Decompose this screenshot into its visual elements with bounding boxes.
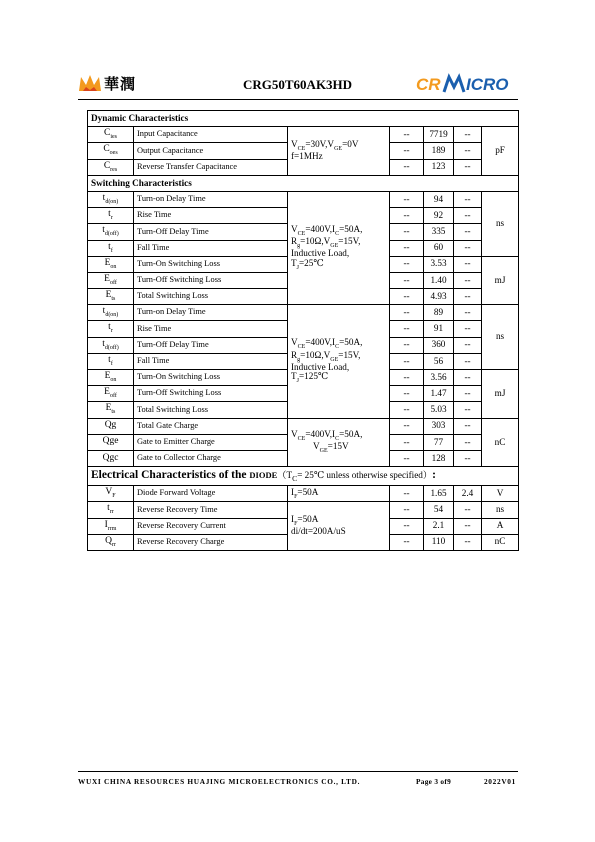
unit-cell: ns bbox=[482, 305, 519, 370]
spec-table bbox=[87, 110, 519, 551]
document-title: CRG50T60AK3HD bbox=[243, 77, 353, 92]
max-cell: -- bbox=[454, 143, 482, 159]
min-cell: -- bbox=[390, 502, 424, 518]
typ-cell: 60 bbox=[424, 240, 454, 256]
condition-cell: $I_F=50A$ di/dt=200A/uS bbox=[288, 502, 390, 551]
min-cell: -- bbox=[390, 224, 424, 240]
symbol-cell: $t_{d(on)}$ bbox=[88, 305, 134, 321]
symbol-cell: $E_{ts}$ bbox=[88, 289, 134, 305]
parameter-cell: Diode Forward Voltage bbox=[134, 486, 288, 502]
max-cell: -- bbox=[454, 370, 482, 386]
typ-cell: 5.03 bbox=[424, 402, 454, 418]
min-cell: -- bbox=[390, 486, 424, 502]
condition-cell: $V_{CE}=400V,I_C=50A$, $R_g=10\Omega,V_{GE}=15V$, Inductive Load, $T_J=25℃$ bbox=[288, 191, 390, 304]
min-cell: -- bbox=[390, 256, 424, 272]
typ-cell: 77 bbox=[424, 434, 454, 450]
min-cell: -- bbox=[390, 191, 424, 207]
table-row bbox=[88, 486, 519, 502]
min-cell: -- bbox=[390, 370, 424, 386]
table-row bbox=[88, 127, 519, 143]
min-cell: -- bbox=[390, 127, 424, 143]
max-cell: -- bbox=[454, 502, 482, 518]
typ-cell: 54 bbox=[424, 502, 454, 518]
max-cell: -- bbox=[454, 159, 482, 175]
section-title: Dynamic Characteristics bbox=[88, 111, 519, 127]
symbol-cell: Qge bbox=[88, 434, 134, 450]
min-cell: -- bbox=[390, 289, 424, 305]
min-cell: -- bbox=[390, 386, 424, 402]
symbol-cell: Qg bbox=[88, 418, 134, 434]
parameter-cell: Turn-On Switching Loss bbox=[134, 256, 288, 272]
parameter-cell: Turn-Off Switching Loss bbox=[134, 272, 288, 288]
max-cell: -- bbox=[454, 402, 482, 418]
parameter-cell: Turn-on Delay Time bbox=[134, 191, 288, 207]
table-row bbox=[88, 305, 519, 321]
parameter-cell: Reverse Recovery Charge bbox=[134, 534, 288, 550]
typ-cell: 1.65 bbox=[424, 486, 454, 502]
unit-cell: nC bbox=[482, 534, 519, 550]
typ-cell: 3.56 bbox=[424, 370, 454, 386]
footer-version: 2022V01 bbox=[483, 777, 516, 786]
parameter-cell: Fall Time bbox=[134, 240, 288, 256]
max-cell: -- bbox=[454, 534, 482, 550]
max-cell: 2.4 bbox=[454, 486, 482, 502]
typ-cell: 128 bbox=[424, 450, 454, 466]
symbol-cell: $E_{off}$ bbox=[88, 386, 134, 402]
typ-cell: 94 bbox=[424, 191, 454, 207]
max-cell: -- bbox=[454, 289, 482, 305]
unit-cell: mJ bbox=[482, 256, 519, 305]
condition-cell: $I_F=50A$ bbox=[288, 486, 390, 502]
symbol-cell: $t_f$ bbox=[88, 353, 134, 369]
parameter-cell: Rise Time bbox=[134, 321, 288, 337]
max-cell: -- bbox=[454, 321, 482, 337]
symbol-cell: $t_f$ bbox=[88, 240, 134, 256]
section-row bbox=[88, 175, 519, 191]
symbol-cell: $C_{res}$ bbox=[88, 159, 134, 175]
footer-page-number: Page 3 of9 bbox=[416, 777, 452, 786]
unit-cell: V bbox=[482, 486, 519, 502]
symbol-cell: $C_{oes}$ bbox=[88, 143, 134, 159]
parameter-cell: Turn-Off Delay Time bbox=[134, 337, 288, 353]
typ-cell: 123 bbox=[424, 159, 454, 175]
min-cell: -- bbox=[390, 305, 424, 321]
max-cell: -- bbox=[454, 305, 482, 321]
logo-icro-text: ICRO bbox=[466, 75, 509, 94]
typ-cell: 56 bbox=[424, 353, 454, 369]
min-cell: -- bbox=[390, 402, 424, 418]
table-row bbox=[88, 191, 519, 207]
symbol-cell: $I_{rrm}$ bbox=[88, 518, 134, 534]
condition-cell: $V_{CE}=30V,V_{GE}=0V$ f=1MHz bbox=[288, 127, 390, 176]
table-row bbox=[88, 502, 519, 518]
parameter-cell: Total Switching Loss bbox=[134, 402, 288, 418]
max-cell: -- bbox=[454, 434, 482, 450]
min-cell: -- bbox=[390, 272, 424, 288]
footer-rule bbox=[78, 771, 518, 772]
symbol-cell: $E_{on}$ bbox=[88, 370, 134, 386]
parameter-cell: Turn-on Delay Time bbox=[134, 305, 288, 321]
parameter-cell: Fall Time bbox=[134, 353, 288, 369]
section-row bbox=[88, 111, 519, 127]
min-cell: -- bbox=[390, 418, 424, 434]
min-cell: -- bbox=[390, 353, 424, 369]
parameter-cell: Total Switching Loss bbox=[134, 289, 288, 305]
parameter-cell: Reverse Recovery Time bbox=[134, 502, 288, 518]
symbol-cell: $t_r$ bbox=[88, 321, 134, 337]
footer-company: WUXI CHINA RESOURCES HUAJING MICROELECTRONICS CO., LTD. bbox=[78, 777, 361, 786]
parameter-cell: Rise Time bbox=[134, 208, 288, 224]
typ-cell: 303 bbox=[424, 418, 454, 434]
typ-cell: 1.47 bbox=[424, 386, 454, 402]
max-cell: -- bbox=[454, 450, 482, 466]
parameter-cell: Turn-Off Delay Time bbox=[134, 224, 288, 240]
page-header bbox=[78, 68, 518, 100]
parameter-cell: Total Gate Charge bbox=[134, 418, 288, 434]
logo-cr-text: CR bbox=[416, 75, 441, 94]
symbol-cell: $t_{d(off)}$ bbox=[88, 224, 134, 240]
max-cell: -- bbox=[454, 353, 482, 369]
parameter-cell: Reverse Recovery Current bbox=[134, 518, 288, 534]
typ-cell: 3.53 bbox=[424, 256, 454, 272]
typ-cell: 360 bbox=[424, 337, 454, 353]
parameter-cell: Turn-Off Switching Loss bbox=[134, 386, 288, 402]
max-cell: -- bbox=[454, 208, 482, 224]
symbol-cell: $E_{off}$ bbox=[88, 272, 134, 288]
min-cell: -- bbox=[390, 434, 424, 450]
parameter-cell: Turn-On Switching Loss bbox=[134, 370, 288, 386]
symbol-cell: $t_{d(off)}$ bbox=[88, 337, 134, 353]
typ-cell: 89 bbox=[424, 305, 454, 321]
header-rule bbox=[78, 99, 518, 100]
unit-cell: nC bbox=[482, 418, 519, 467]
symbol-cell: $E_{on}$ bbox=[88, 256, 134, 272]
section-row bbox=[88, 467, 519, 486]
min-cell: -- bbox=[390, 518, 424, 534]
min-cell: -- bbox=[390, 337, 424, 353]
min-cell: -- bbox=[390, 143, 424, 159]
max-cell: -- bbox=[454, 240, 482, 256]
typ-cell: 4.93 bbox=[424, 289, 454, 305]
min-cell: -- bbox=[390, 208, 424, 224]
symbol-cell: $t_{rr}$ bbox=[88, 502, 134, 518]
parameter-cell: Input Capacitance bbox=[134, 127, 288, 143]
max-cell: -- bbox=[454, 127, 482, 143]
symbol-cell: $V_F$ bbox=[88, 486, 134, 502]
unit-cell: pF bbox=[482, 127, 519, 176]
symbol-cell: $t_{d(on)}$ bbox=[88, 191, 134, 207]
typ-cell: 2.1 bbox=[424, 518, 454, 534]
huajing-logo bbox=[78, 70, 148, 96]
unit-cell: A bbox=[482, 518, 519, 534]
parameter-cell: Reverse Transfer Capacitance bbox=[134, 159, 288, 175]
symbol-cell: Qgc bbox=[88, 450, 134, 466]
symbol-cell: $t_r$ bbox=[88, 208, 134, 224]
max-cell: -- bbox=[454, 337, 482, 353]
condition-cell: $V_{CE}=400V,I_C=50A$, $R_g=10\Omega,V_{GE}=15V$, Inductive Load, $T_J=125℃$ bbox=[288, 305, 390, 418]
typ-cell: 92 bbox=[424, 208, 454, 224]
min-cell: -- bbox=[390, 321, 424, 337]
parameter-cell: Gate to Emitter Charge bbox=[134, 434, 288, 450]
max-cell: -- bbox=[454, 386, 482, 402]
typ-cell: 335 bbox=[424, 224, 454, 240]
condition-cell: $V_{CE}=400V,I_C=50A$, $V_{GE}=15V$ bbox=[288, 418, 390, 467]
crmicro-logo-icon bbox=[416, 72, 516, 96]
unit-cell: ns bbox=[482, 502, 519, 518]
logo-chinese-text: 華潤 bbox=[104, 74, 137, 93]
symbol-cell: $E_{ts}$ bbox=[88, 402, 134, 418]
diode-section-title: Electrical Characteristics of the $DIODE(T_C=$ 25℃ unless otherwise specified）: bbox=[88, 467, 519, 486]
min-cell: -- bbox=[390, 159, 424, 175]
parameter-cell: Gate to Collector Charge bbox=[134, 450, 288, 466]
symbol-cell: $Q_{rr}$ bbox=[88, 534, 134, 550]
min-cell: -- bbox=[390, 450, 424, 466]
typ-cell: 7719 bbox=[424, 127, 454, 143]
max-cell: -- bbox=[454, 272, 482, 288]
unit-cell: ns bbox=[482, 191, 519, 256]
max-cell: -- bbox=[454, 191, 482, 207]
max-cell: -- bbox=[454, 224, 482, 240]
symbol-cell: $C_{ies}$ bbox=[88, 127, 134, 143]
max-cell: -- bbox=[454, 256, 482, 272]
crown-logo-icon bbox=[78, 73, 102, 93]
typ-cell: 110 bbox=[424, 534, 454, 550]
min-cell: -- bbox=[390, 534, 424, 550]
section-title: Switching Characteristics bbox=[88, 175, 519, 191]
table-row bbox=[88, 418, 519, 434]
crmicro-logo bbox=[416, 72, 516, 96]
max-cell: -- bbox=[454, 518, 482, 534]
typ-cell: 91 bbox=[424, 321, 454, 337]
max-cell: -- bbox=[454, 418, 482, 434]
typ-cell: 1.40 bbox=[424, 272, 454, 288]
min-cell: -- bbox=[390, 240, 424, 256]
unit-cell: mJ bbox=[482, 370, 519, 419]
typ-cell: 189 bbox=[424, 143, 454, 159]
parameter-cell: Output Capacitance bbox=[134, 143, 288, 159]
